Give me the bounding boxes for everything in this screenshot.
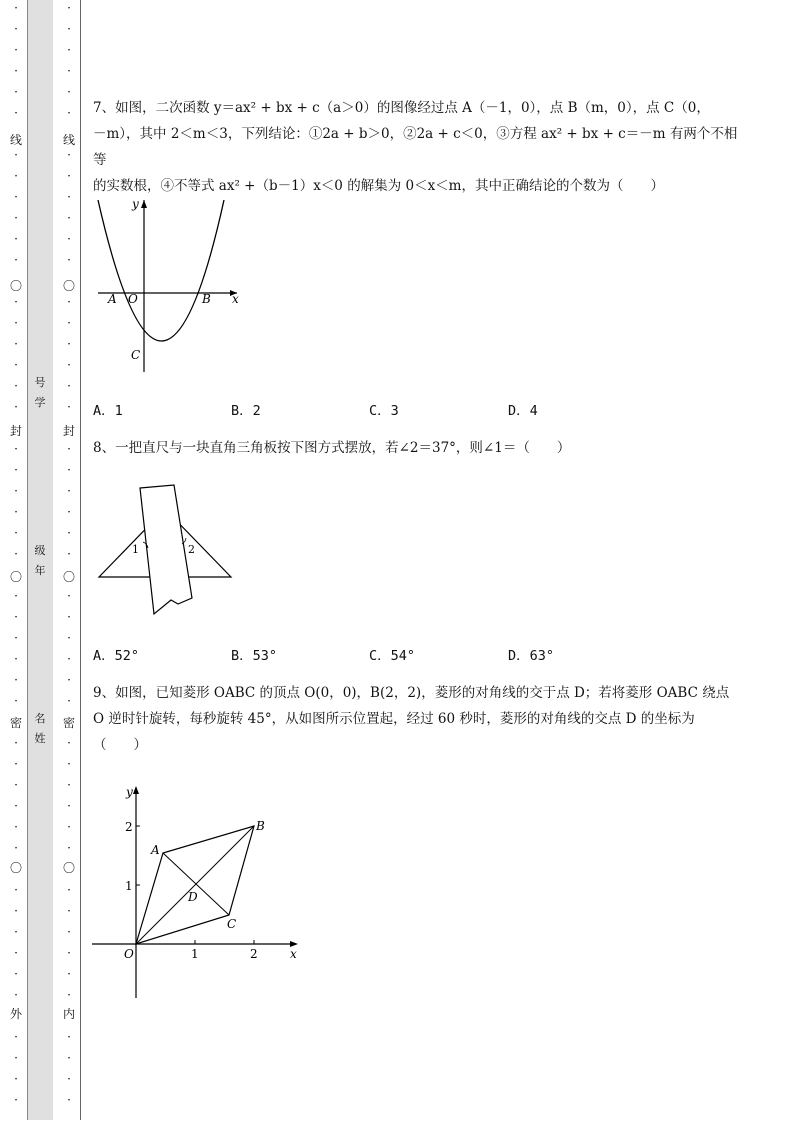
binding-dot: · bbox=[67, 211, 71, 225]
binding-dot: · bbox=[14, 883, 18, 897]
binding-dot: · bbox=[67, 1072, 71, 1086]
label-o: O bbox=[124, 947, 134, 961]
left-mark-secret: 密 bbox=[9, 716, 22, 730]
binding-dot: · bbox=[14, 232, 18, 246]
binding-dot: · bbox=[67, 1051, 71, 1065]
binding-dot: · bbox=[67, 379, 71, 393]
right-mark-circle-1: 〇 bbox=[62, 279, 75, 293]
binding-dot: · bbox=[67, 631, 71, 645]
question-9 bbox=[93, 680, 743, 758]
right-mark-seal: 封 bbox=[62, 424, 75, 438]
question-9-line-2: O 逆时针旋转，每秒旋转 45°，从如图所示位置起，经过 60 秒时，菱形的对角线的交点 D 的坐标为 bbox=[93, 711, 695, 727]
binding-dot: · bbox=[14, 64, 18, 78]
parabola-curve bbox=[98, 200, 224, 341]
question-8: 8、一把直尺与一块直角三角板按下图方式摆放，若∠2＝37°，则∠1＝（ ） bbox=[93, 440, 571, 456]
binding-dot: · bbox=[14, 694, 18, 708]
binding-dot: · bbox=[14, 820, 18, 834]
question-9-line-1: 9、如图，已知菱形 OABC 的顶点 O(0，0)，B(2，2)，菱形的对角线的交于点 D；若将菱形 OABC 绕点 bbox=[93, 685, 730, 701]
binding-dot: · bbox=[14, 967, 18, 981]
binding-dot: · bbox=[14, 589, 18, 603]
question-7-line-1: 7、如图，二次函数 y＝ax² + bx + c（a＞0）的图像经过点 A（－1，0），点 B（m，0），点 C（0， bbox=[93, 100, 710, 116]
binding-dot: · bbox=[67, 988, 71, 1002]
binding-dot: · bbox=[14, 631, 18, 645]
label-o: O bbox=[128, 292, 138, 306]
q7-option-d[interactable]: D．4 bbox=[508, 403, 538, 419]
q7-option-c[interactable]: C．3 bbox=[369, 403, 399, 419]
q8-option-d[interactable]: D．63° bbox=[508, 648, 555, 664]
diagonal-ac bbox=[163, 853, 229, 915]
q8-option-a[interactable]: A．52° bbox=[93, 648, 140, 664]
binding-dot: · bbox=[67, 505, 71, 519]
binding-dot: · bbox=[67, 106, 71, 120]
binding-dot: · bbox=[67, 43, 71, 57]
binding-dot: · bbox=[67, 442, 71, 456]
binding-dot: · bbox=[14, 946, 18, 960]
binding-dot: · bbox=[14, 358, 18, 372]
question-9-line-3: （ ） bbox=[93, 737, 147, 753]
binding-dot: · bbox=[14, 925, 18, 939]
binding-dot: · bbox=[14, 463, 18, 477]
binding-dot: · bbox=[14, 1093, 18, 1107]
binding-dot: · bbox=[14, 547, 18, 561]
binding-dot: · bbox=[14, 673, 18, 687]
binding-margin bbox=[0, 0, 82, 1123]
left-mark-outer: 外 bbox=[9, 1007, 22, 1021]
binding-dot: · bbox=[67, 1, 71, 15]
rhombus-figure bbox=[88, 780, 308, 1005]
binding-dot: · bbox=[67, 358, 71, 372]
binding-dot: · bbox=[67, 22, 71, 36]
binding-dot: · bbox=[67, 757, 71, 771]
binding-dot: · bbox=[67, 589, 71, 603]
binding-dot: · bbox=[67, 946, 71, 960]
y-tick-label-2: 2 bbox=[125, 820, 133, 834]
binding-dot: · bbox=[67, 169, 71, 183]
y-tick-label-1: 1 bbox=[125, 879, 133, 893]
parabola-figure bbox=[92, 192, 252, 378]
q7-option-b[interactable]: B．2 bbox=[231, 403, 261, 419]
binding-dot: · bbox=[14, 442, 18, 456]
binding-dot: · bbox=[67, 232, 71, 246]
binding-dot: · bbox=[14, 316, 18, 330]
field-label-hao: 号 bbox=[34, 376, 46, 389]
right-mark-secret: 密 bbox=[62, 716, 75, 730]
binding-dot: · bbox=[67, 673, 71, 687]
question-7-line-2: －m），其中 2＜m＜3，下列结论：①2a + b＞0，②2a + c＜0，③方程 ax² + bx + c＝－m 有两个不相等 bbox=[93, 126, 738, 168]
question-7 bbox=[93, 95, 743, 199]
left-mark-circle-3: 〇 bbox=[9, 861, 22, 875]
binding-dot: · bbox=[14, 379, 18, 393]
left-mark-circle-2: 〇 bbox=[9, 570, 22, 584]
field-label-ji: 级 bbox=[34, 544, 46, 557]
binding-dot: · bbox=[14, 337, 18, 351]
question-7-line-3: 的实数根，④不等式 ax² +（b－1）x＜0 的解集为 0＜x＜m，其中正确结论的个数为（ ） bbox=[93, 178, 664, 194]
binding-dot: · bbox=[14, 106, 18, 120]
label-b: B bbox=[256, 819, 265, 833]
binding-dot: · bbox=[14, 841, 18, 855]
binding-dot: · bbox=[14, 505, 18, 519]
label-c: C bbox=[227, 917, 237, 931]
ruler bbox=[140, 485, 192, 614]
binding-dot: · bbox=[14, 85, 18, 99]
label-x: x bbox=[232, 292, 239, 306]
binding-dot: · bbox=[67, 316, 71, 330]
binding-dot: · bbox=[14, 1, 18, 15]
y-axis-arrow-icon bbox=[133, 786, 139, 794]
label-d: D bbox=[188, 890, 198, 904]
binding-dot: · bbox=[14, 757, 18, 771]
binding-dot: · bbox=[14, 190, 18, 204]
binding-dot: · bbox=[14, 1072, 18, 1086]
binding-dot: · bbox=[14, 778, 18, 792]
field-label-nian: 年 bbox=[34, 564, 46, 577]
binding-dot: · bbox=[67, 883, 71, 897]
binding-dot: · bbox=[67, 1093, 71, 1107]
binding-dot: · bbox=[67, 652, 71, 666]
binding-dot: · bbox=[67, 694, 71, 708]
binding-dot: · bbox=[67, 547, 71, 561]
binding-dot: · bbox=[14, 148, 18, 162]
binding-dot: · bbox=[14, 169, 18, 183]
binding-dot: · bbox=[67, 925, 71, 939]
binding-dot: · bbox=[67, 778, 71, 792]
q7-option-a[interactable]: A．1 bbox=[93, 403, 123, 419]
q8-option-c[interactable]: C．54° bbox=[369, 648, 416, 664]
binding-dot: · bbox=[14, 904, 18, 918]
left-mark-seal: 封 bbox=[9, 424, 22, 438]
y-axis-arrow-icon bbox=[141, 200, 147, 208]
angle-2-label: 2 bbox=[188, 543, 195, 556]
binding-dot: · bbox=[14, 253, 18, 267]
label-x: x bbox=[290, 947, 297, 961]
field-label-xing: 姓 bbox=[34, 732, 46, 745]
binding-dot: · bbox=[14, 988, 18, 1002]
label-c: C bbox=[131, 348, 141, 362]
binding-dot: · bbox=[67, 337, 71, 351]
binding-dot: · bbox=[67, 1030, 71, 1044]
binding-dot: · bbox=[14, 1030, 18, 1044]
binding-dot: · bbox=[14, 652, 18, 666]
binding-dot: · bbox=[14, 484, 18, 498]
x-tick-label-2: 2 bbox=[250, 947, 258, 961]
binding-dot: · bbox=[67, 841, 71, 855]
binding-dot: · bbox=[14, 22, 18, 36]
label-a: A bbox=[108, 292, 117, 306]
right-mark-circle-2: 〇 bbox=[62, 570, 75, 584]
binding-dot: · bbox=[67, 463, 71, 477]
label-a: A bbox=[151, 843, 160, 857]
binding-dot: · bbox=[14, 1051, 18, 1065]
binding-dot: · bbox=[67, 64, 71, 78]
binding-dot: · bbox=[67, 295, 71, 309]
q8-option-b[interactable]: B．53° bbox=[231, 648, 278, 664]
label-y: y bbox=[126, 785, 133, 799]
field-label-xue: 学 bbox=[34, 396, 46, 409]
binding-dot: · bbox=[67, 400, 71, 414]
binding-dot: · bbox=[67, 736, 71, 750]
binding-dot: · bbox=[67, 85, 71, 99]
right-mark-inner: 内 bbox=[62, 1007, 75, 1021]
binding-dot: · bbox=[67, 967, 71, 981]
binding-dot: · bbox=[14, 295, 18, 309]
binding-dot: · bbox=[67, 904, 71, 918]
right-mark-line: 线 bbox=[62, 133, 75, 147]
binding-dot: · bbox=[14, 43, 18, 57]
label-y: y bbox=[132, 197, 139, 211]
label-b: B bbox=[202, 292, 211, 306]
field-label-ming: 名 bbox=[34, 712, 46, 725]
binding-dot: · bbox=[14, 211, 18, 225]
binding-dot: · bbox=[67, 799, 71, 813]
binding-dot: · bbox=[14, 610, 18, 624]
binding-dot: · bbox=[14, 400, 18, 414]
binding-dot: · bbox=[67, 484, 71, 498]
binding-dot: · bbox=[14, 526, 18, 540]
binding-dot: · bbox=[67, 190, 71, 204]
right-mark-circle-3: 〇 bbox=[62, 861, 75, 875]
angle-1-label: 1 bbox=[132, 543, 139, 556]
binding-dot: · bbox=[67, 820, 71, 834]
binding-dot: · bbox=[14, 799, 18, 813]
binding-dot: · bbox=[67, 610, 71, 624]
binding-dot: · bbox=[67, 526, 71, 540]
ruler-triangle-figure bbox=[96, 484, 236, 616]
left-mark-circle-1: 〇 bbox=[9, 279, 22, 293]
binding-dot: · bbox=[67, 148, 71, 162]
left-mark-line: 线 bbox=[9, 133, 22, 147]
x-tick-label-1: 1 bbox=[191, 947, 199, 961]
binding-dot: · bbox=[67, 253, 71, 267]
binding-dot: · bbox=[14, 736, 18, 750]
